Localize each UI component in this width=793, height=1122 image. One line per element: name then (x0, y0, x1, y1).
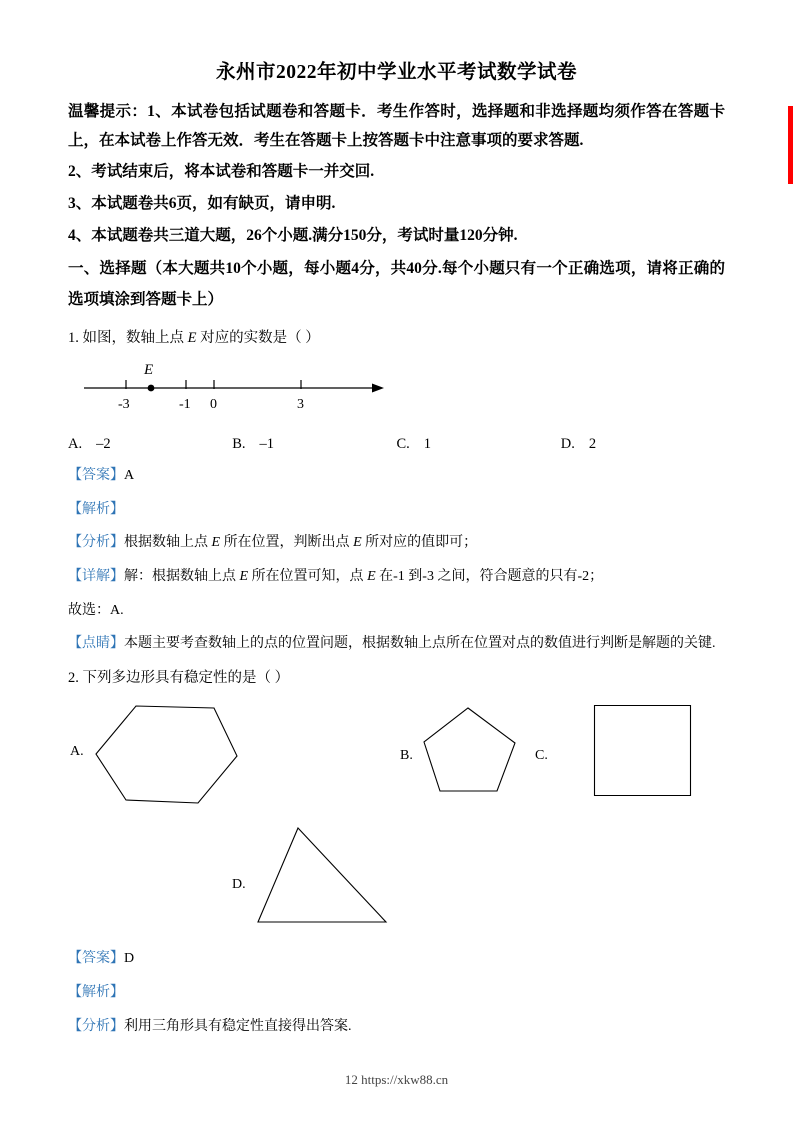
q1-option-a-label: A. (68, 435, 83, 452)
notice-line-2: 2、考试结束后，将本试卷和答题卡一并交回. (68, 163, 375, 181)
q1-dianjing-label: 【点睛】 (68, 636, 124, 652)
q1-xiangjie-text: 解：根据数轴上点 E 所在位置可知，点 E 在-1 到-3 之间，符合题意的只有-2； (124, 569, 604, 585)
numberline-svg (84, 358, 394, 416)
q2-triangle-row (68, 822, 725, 936)
point-E-dot (148, 385, 155, 392)
tick-label-three: 3 (297, 396, 304, 412)
square-figure (593, 704, 693, 803)
point-E-label: E (144, 361, 154, 378)
q1-conclusion-line: 故选：A. (68, 602, 124, 618)
q2-answer-value: D (124, 951, 135, 967)
hexagon-figure (94, 704, 240, 811)
tick-label-zero: 0 (210, 396, 217, 412)
q1-options-row (68, 436, 725, 453)
q1-option-c (397, 436, 561, 453)
q2-answer-label: 【答案】 (68, 951, 124, 967)
q1-jiexi-label: 【解析】 (68, 501, 124, 517)
q1-option-b-value: –1 (259, 435, 275, 452)
q1-stem: 1. 如图，数轴上点 E 对应的实数是（ ） (68, 329, 320, 346)
q1-option-c-label: C. (396, 435, 410, 452)
q1-option-d-value: 2 (588, 435, 597, 452)
notice-line-3: 3、本试题卷共6页，如有缺页，请申明. (68, 195, 336, 213)
q1-dianjing-text: 本题主要考查数轴上的点的位置问题，根据数轴上点所在位置对点的数值进行判断是解题的关键. (124, 636, 716, 652)
q2-answer-line (68, 948, 725, 970)
q1-fenxi-text: 根据数轴上点 E 所在位置，判断出点 E 所对应的值即可； (124, 535, 478, 551)
notice-paragraph-1: 温馨提示：1、本试卷包括试题卷和答题卡．考生作答时，选择题和非选择题均须作答在答题卡上，在本试卷上作答无效．考生在答题卡上按答题卡中注意事项的要求答题. (68, 103, 725, 149)
q1-answer-label: 【答案】 (68, 467, 124, 483)
q1-xiangjie-line (68, 566, 725, 588)
red-edge-mark (788, 106, 793, 184)
q1-option-a-value: –2 (96, 435, 111, 452)
q1-option-c-value: 1 (423, 435, 432, 452)
q1-dianjing-line (68, 633, 725, 655)
q2-option-d-label: D. (232, 877, 246, 893)
q1-fenxi-label: 【分析】 (68, 535, 124, 551)
section-1-heading: 一、选择题（本大题共10个小题，每小题4分，共40分.每个小题只有一个正确选项，请将正确的选项填涂到答题卡上） (68, 260, 725, 308)
q2-fenxi-line (68, 1016, 725, 1038)
q1-answer-value: A (124, 467, 135, 483)
q1-numberline-figure (84, 358, 725, 416)
q1-fenxi-line (68, 532, 725, 554)
q1-option-d (561, 436, 725, 453)
q1-option-b-label: B. (232, 435, 246, 452)
q2-fenxi-text: 利用三角形具有稳定性直接得出答案. (124, 1018, 352, 1034)
q1-option-a (68, 436, 232, 453)
q2-option-b-label: B. (400, 748, 413, 764)
notice-line-4: 4、本试题卷共三道大题，26个小题.满分150分，考试时量120分钟. (68, 226, 518, 244)
q1-jiexi-line (68, 499, 725, 521)
q2-fenxi-label: 【分析】 (68, 1018, 124, 1034)
triangle-figure (257, 826, 389, 930)
q2-option-a-label: A. (70, 744, 84, 760)
numberline-arrowhead-icon (372, 383, 384, 392)
page-title: 永州市2022年初中学业水平考试数学试卷 (215, 62, 577, 83)
tick-label-neg1: -1 (179, 396, 191, 412)
q1-option-d-label: D. (560, 435, 575, 452)
page-footer: 12 https://xkw88.cn (344, 1072, 449, 1087)
q2-stem: 2. 下列多边形具有稳定性的是（ ） (68, 670, 290, 687)
q2-jiexi-line (68, 982, 725, 1004)
q2-option-c-label: C. (535, 748, 548, 764)
q2-jiexi-label: 【解析】 (68, 984, 124, 1000)
q1-option-b (232, 436, 396, 453)
pentagon-figure (423, 706, 517, 799)
q2-shapes-row (68, 696, 725, 822)
q1-xiangjie-label: 【详解】 (68, 569, 124, 585)
tick-label-neg3: -3 (118, 396, 130, 412)
q1-answer-line (68, 465, 725, 487)
